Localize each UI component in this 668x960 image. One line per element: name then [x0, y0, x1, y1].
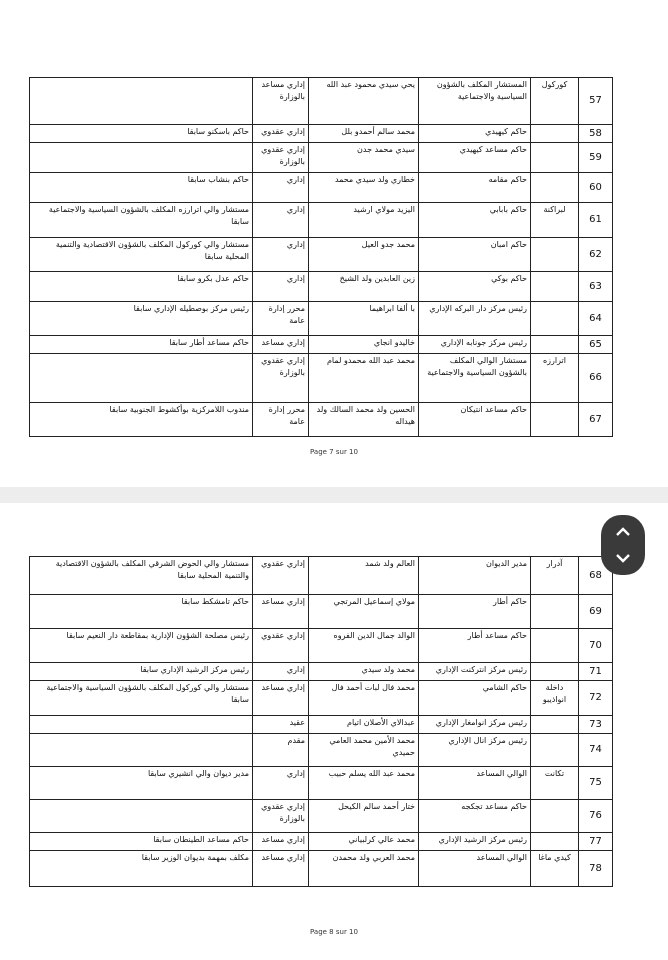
cell-prev: حاكم مساعد الطينطان سابقا — [30, 833, 253, 851]
cell-prev: مستشار والي كوركول المكلف بالشؤون السياسية والاجتماعية سابقا — [30, 681, 253, 716]
cell-num: 66 — [579, 354, 613, 403]
cell-name: محمد ولد سيدي — [309, 663, 419, 681]
cell-grade: محرر إدارة عامة — [253, 302, 309, 336]
cell-wilaya — [531, 629, 579, 663]
cell-prev: حاكم تامشكط سابقا — [30, 595, 253, 629]
cell-grade: إداري عقدوي — [253, 557, 309, 595]
cell-wilaya: داخلة انواذيبو — [531, 681, 579, 716]
cell-wilaya: آدرار — [531, 557, 579, 595]
cell-wilaya — [531, 833, 579, 851]
cell-wilaya — [531, 663, 579, 681]
document-page-8 — [0, 503, 668, 960]
cell-prev: حاكم باسكنو سابقا — [30, 125, 253, 143]
cell-num: 60 — [579, 173, 613, 203]
cell-num: 61 — [579, 203, 613, 238]
cell-num: 72 — [579, 681, 613, 716]
table-row — [30, 354, 613, 403]
cell-name: محمد فال لبات أحمد فال — [309, 681, 419, 716]
table-row — [30, 173, 613, 203]
table-row — [30, 800, 613, 833]
cell-num: 71 — [579, 663, 613, 681]
cell-wilaya: اترارزه — [531, 354, 579, 403]
cell-num: 77 — [579, 833, 613, 851]
appointments-table — [29, 77, 613, 437]
table-row — [30, 734, 613, 767]
cell-post: حاكم مساعد انتيكان — [419, 403, 531, 437]
cell-name: يحي سيدي محمود عبد الله — [309, 78, 419, 125]
cell-post: رئيس مركز انتركنت الإداري — [419, 663, 531, 681]
table-row — [30, 302, 613, 336]
table-row — [30, 629, 613, 663]
table-row — [30, 78, 613, 125]
cell-name: با ألفا ابراهيما — [309, 302, 419, 336]
cell-num: 63 — [579, 272, 613, 302]
cell-num: 58 — [579, 125, 613, 143]
table-row — [30, 851, 613, 887]
table-row — [30, 238, 613, 272]
cell-post: رئيس مركز انال الإداري — [419, 734, 531, 767]
table-row — [30, 272, 613, 302]
cell-post: حاكم امبان — [419, 238, 531, 272]
cell-wilaya — [531, 403, 579, 437]
cell-grade: إداري مساعد — [253, 851, 309, 887]
cell-name: الحسين ولد محمد السالك ولد هيداله — [309, 403, 419, 437]
table-row — [30, 403, 613, 437]
cell-grade: إداري مساعد — [253, 595, 309, 629]
cell-prev: رئيس مصلحة الشؤون الإدارية بمقاطعة دار النعيم سابقا — [30, 629, 253, 663]
cell-prev — [30, 354, 253, 403]
table-row — [30, 716, 613, 734]
cell-wilaya — [531, 173, 579, 203]
cell-name: محمد عالي كرلبياني — [309, 833, 419, 851]
cell-name: سيدي محمد جدن — [309, 143, 419, 173]
cell-num: 75 — [579, 767, 613, 800]
cell-num: 76 — [579, 800, 613, 833]
cell-post: حاكم مساعد كيهيدي — [419, 143, 531, 173]
cell-grade: إداري مساعد بالوزارة — [253, 78, 309, 125]
cell-grade: إداري عقدوي بالوزارة — [253, 800, 309, 833]
cell-num: 69 — [579, 595, 613, 629]
cell-num: 73 — [579, 716, 613, 734]
cell-grade: إداري — [253, 272, 309, 302]
cell-post: حاكم كيهيدي — [419, 125, 531, 143]
cell-prev: رئيس مركز بوصطيله الإداري سابقا — [30, 302, 253, 336]
cell-prev: مكلف بمهمة بديوان الوزير سابقا — [30, 851, 253, 887]
cell-post: حاكم مساعد أطار — [419, 629, 531, 663]
cell-num: 65 — [579, 336, 613, 354]
cell-prev: مستشار والي اترارزه المكلف بالشؤون السياسية والاجتماعية سابقا — [30, 203, 253, 238]
cell-wilaya — [531, 125, 579, 143]
cell-grade: إداري عقدوي — [253, 629, 309, 663]
page-footer: Page 7 sur 10 — [310, 448, 358, 456]
appointments-table — [29, 556, 613, 887]
cell-name: محمد عبد الله محمدو لمام — [309, 354, 419, 403]
cell-grade: إداري مساعد — [253, 336, 309, 354]
cell-name: خطاري ولد سيدي محمد — [309, 173, 419, 203]
cell-num: 70 — [579, 629, 613, 663]
cell-num: 67 — [579, 403, 613, 437]
cell-post: حاكم أطار — [419, 595, 531, 629]
cell-name: محمد عبد الله يسلم حبيب — [309, 767, 419, 800]
cell-wilaya: كوركول — [531, 78, 579, 125]
cell-wilaya — [531, 716, 579, 734]
cell-name: محمد الأمين محمد العامي حميدي — [309, 734, 419, 767]
cell-post: الوالي المساعد — [419, 851, 531, 887]
cell-prev: مدير ديوان والي انشيري سابقا — [30, 767, 253, 800]
table-row — [30, 557, 613, 595]
cell-prev: مندوب اللامركزية بوأكشوط الجنوبية سابقا — [30, 403, 253, 437]
cell-grade: إداري — [253, 663, 309, 681]
cell-prev — [30, 78, 253, 125]
cell-post: حاكم الشامي — [419, 681, 531, 716]
table-row — [30, 203, 613, 238]
cell-prev — [30, 734, 253, 767]
cell-post: مستشار الوالي المكلف بالشؤون السياسية والاجتماعية — [419, 354, 531, 403]
cell-name: محمد سالم أحمدو بلل — [309, 125, 419, 143]
table-row — [30, 143, 613, 173]
cell-prev: مستشار والي كوركول المكلف بالشؤون الاقتصادية والتنمية المحلية سابقا — [30, 238, 253, 272]
cell-wilaya — [531, 595, 579, 629]
cell-grade: إداري — [253, 238, 309, 272]
cell-wilaya — [531, 336, 579, 354]
cell-wilaya: لبراكنة — [531, 203, 579, 238]
cell-wilaya — [531, 238, 579, 272]
cell-name: محمد العربي ولد محمدن — [309, 851, 419, 887]
cell-prev — [30, 716, 253, 734]
cell-name: زين العابدين ولد الشيخ — [309, 272, 419, 302]
cell-name: مولاي إسماعيل المرتجي — [309, 595, 419, 629]
cell-num: 68 — [579, 557, 613, 595]
cell-post: حاكم بابابي — [419, 203, 531, 238]
table-row — [30, 681, 613, 716]
cell-name: الوالد جمال الدين الفروه — [309, 629, 419, 663]
table-row — [30, 336, 613, 354]
cell-post: رئيس مركز دار البركه الإداري — [419, 302, 531, 336]
table-row — [30, 595, 613, 629]
cell-name: اليزيد مولاي ارشيد — [309, 203, 419, 238]
cell-wilaya — [531, 734, 579, 767]
cell-wilaya — [531, 272, 579, 302]
cell-post: مدير الديوان — [419, 557, 531, 595]
cell-grade: مقدم — [253, 734, 309, 767]
cell-grade: إداري عقدوي — [253, 125, 309, 143]
table-row — [30, 125, 613, 143]
cell-num: 59 — [579, 143, 613, 173]
cell-name: محمد جدو العيل — [309, 238, 419, 272]
cell-wilaya — [531, 800, 579, 833]
cell-post: رئيس مركز جونابه الإداري — [419, 336, 531, 354]
cell-num: 64 — [579, 302, 613, 336]
table-row — [30, 833, 613, 851]
cell-wilaya: كيدي ماغا — [531, 851, 579, 887]
cell-wilaya — [531, 143, 579, 173]
cell-grade: إداري — [253, 767, 309, 800]
cell-grade: إداري مساعد — [253, 681, 309, 716]
chevron-up-icon[interactable] — [614, 523, 632, 541]
cell-grade: إداري عقدوي بالوزارة — [253, 354, 309, 403]
cell-prev: رئيس مركز الرشيد الإداري سابقا — [30, 663, 253, 681]
cell-post: رئيس مركز الرشيد الإداري — [419, 833, 531, 851]
cell-name: عبدالاي الأصلان اتيام — [309, 716, 419, 734]
cell-post: الوالي المساعد — [419, 767, 531, 800]
cell-grade: عقيد — [253, 716, 309, 734]
table-row — [30, 663, 613, 681]
chevron-down-icon[interactable] — [614, 549, 632, 567]
cell-wilaya: تكانت — [531, 767, 579, 800]
cell-name: خاليدو انجاي — [309, 336, 419, 354]
cell-post: حاكم بوكي — [419, 272, 531, 302]
cell-post: حاكم مقامه — [419, 173, 531, 203]
cell-prev: حاكم مساعد أطار سابقا — [30, 336, 253, 354]
cell-name: ختار أحمد سالم الكيحل — [309, 800, 419, 833]
cell-num: 74 — [579, 734, 613, 767]
cell-grade: إداري عقدوي بالوزارة — [253, 143, 309, 173]
cell-num: 57 — [579, 78, 613, 125]
cell-prev: مستشار والي الحوض الشرقي المكلف بالشؤون الاقتصادية والتنمية المحلية سابقا — [30, 557, 253, 595]
cell-grade: إداري — [253, 173, 309, 203]
cell-num: 62 — [579, 238, 613, 272]
cell-wilaya — [531, 302, 579, 336]
table-row — [30, 767, 613, 800]
cell-post: حاكم مساعد تجكجه — [419, 800, 531, 833]
cell-prev — [30, 800, 253, 833]
cell-grade: إداري — [253, 203, 309, 238]
cell-num: 78 — [579, 851, 613, 887]
cell-prev: حاكم بنشاب سابقا — [30, 173, 253, 203]
cell-grade: إداري مساعد — [253, 833, 309, 851]
page-navigator[interactable] — [601, 515, 645, 575]
cell-post: رئيس مركز انوامغار الإداري — [419, 716, 531, 734]
cell-name: العالم ولد شمد — [309, 557, 419, 595]
cell-prev: حاكم عدل بكرو سابقا — [30, 272, 253, 302]
cell-grade: محرر إدارة عامة — [253, 403, 309, 437]
page-footer: Page 8 sur 10 — [310, 928, 358, 936]
cell-post: المستشار المكلف بالشؤون السياسية والاجتماعية — [419, 78, 531, 125]
cell-prev — [30, 143, 253, 173]
